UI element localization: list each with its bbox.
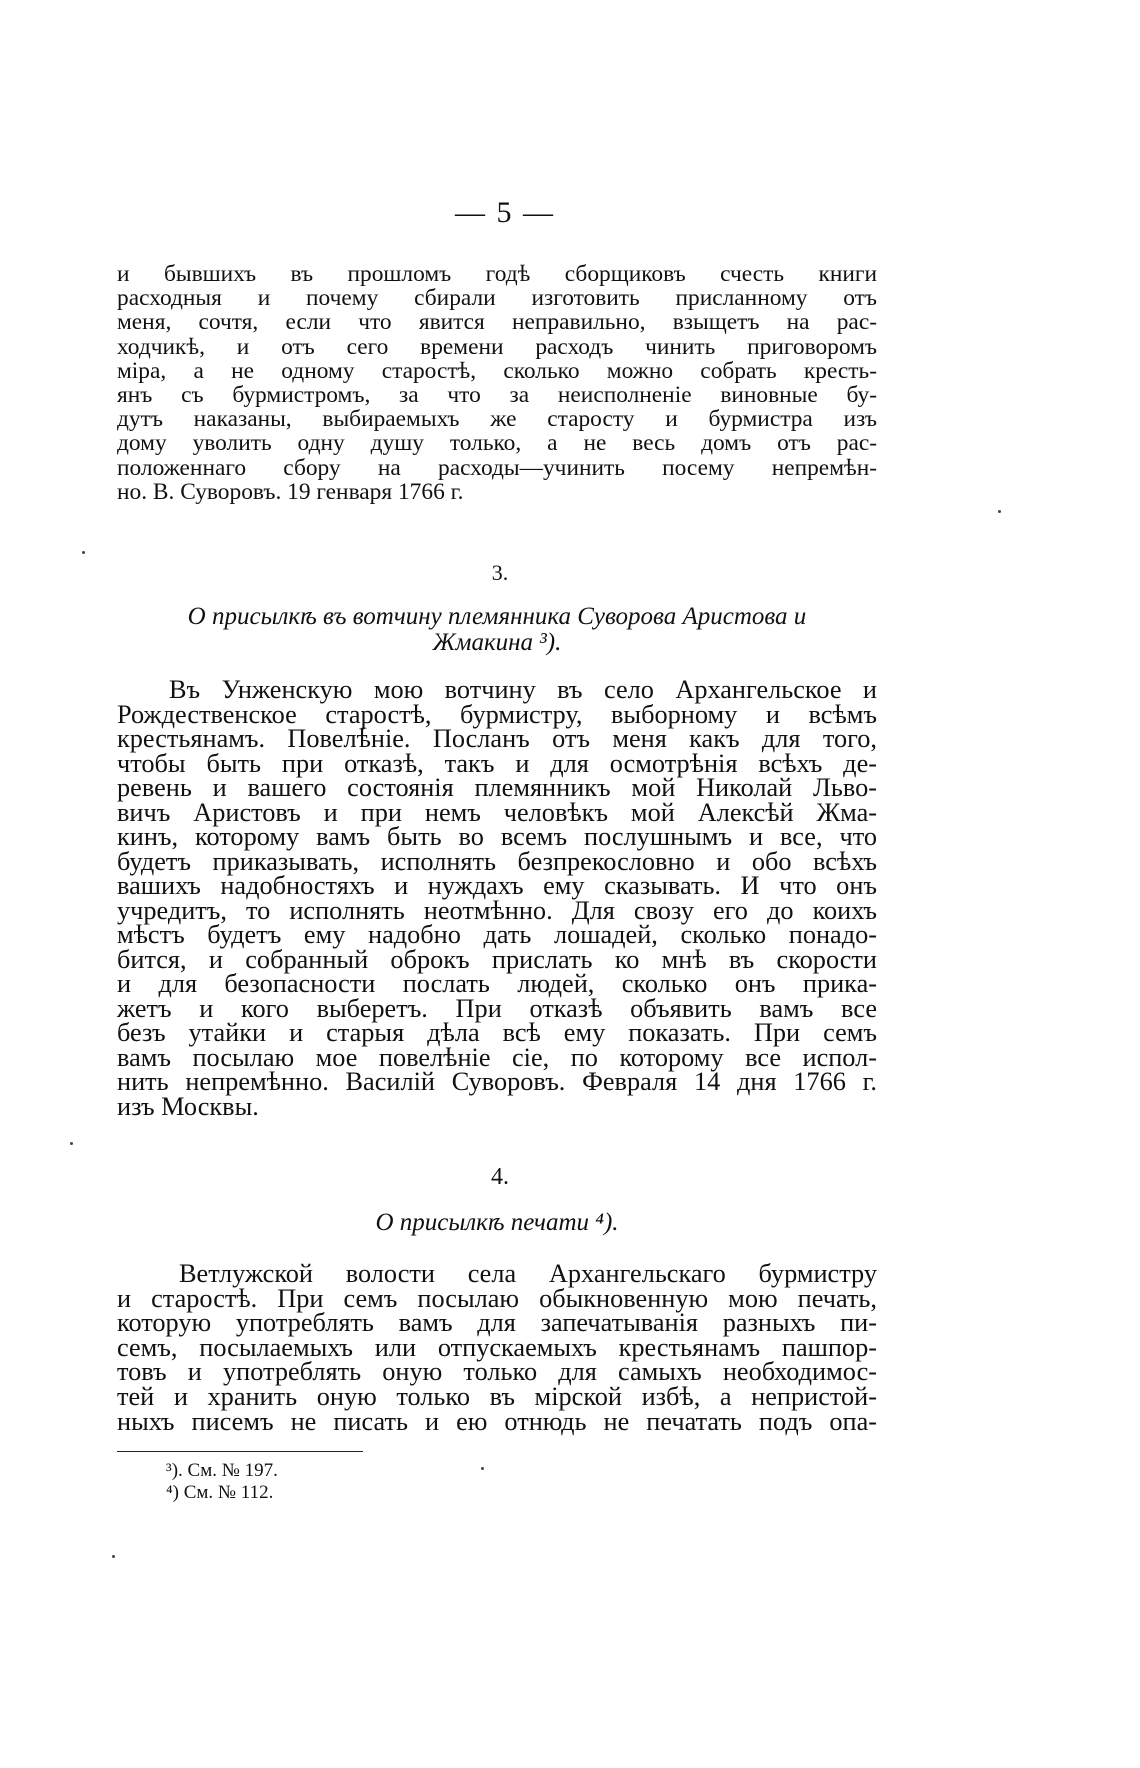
section-3-body bbox=[117, 675, 877, 1121]
text-line: расходныя и почему сбирали изготовить присланному отъ bbox=[117, 285, 877, 312]
text-line: ныхъ писемъ не писать и ею отнюдь не печатать подъ опа- bbox=[117, 1406, 877, 1436]
text-line: положеннаго сбору на расходы—учинить посему непремѣн- bbox=[117, 454, 877, 481]
section-title-line: О присылкѣ въ вотчину племянника Суворова Аристова и bbox=[187, 603, 807, 630]
text-line: и для безопасности послать людей, сколько онъ прика- bbox=[117, 969, 877, 998]
text-line: тей и хранить оную только въ мірской избѣ, а непристой- bbox=[117, 1381, 877, 1411]
footnote: ³). См. № 197. bbox=[166, 1460, 278, 1481]
text-line: изъ Москвы. bbox=[117, 1091, 259, 1121]
section-number: 4. bbox=[491, 1164, 509, 1190]
text-line: вамъ посылаю мое повелѣніе сіе, по которому все испол- bbox=[117, 1042, 877, 1072]
text-line: меня, сочтя, если что явится неправильно, взыщетъ на рас- bbox=[117, 309, 877, 336]
section-title bbox=[117, 604, 877, 656]
text-line: которую употреблять вамъ для запечатыванія разныхъ пи- bbox=[117, 1308, 877, 1338]
text-line: и бывшихъ въ прошломъ годѣ сборщиковъ счесть книги bbox=[117, 261, 877, 287]
text-line: учредитъ, то исполнять неотмѣнно. Для свозу его до коихъ bbox=[117, 895, 877, 925]
section-number: 3. bbox=[491, 560, 509, 585]
text-line: бится, и собранный оброкъ прислать ко мнѣ въ скорости bbox=[117, 944, 877, 974]
text-line: безъ утайки и старыя дѣла всѣ ему показать. При семъ bbox=[117, 1018, 877, 1047]
text-line: вашихъ надобностяхъ и нуждахъ ему сказывать. И что онъ bbox=[117, 871, 877, 900]
text-line: янъ съ бурмистромъ, за что за неисполненіе виновные бу- bbox=[117, 382, 877, 409]
scan-speck bbox=[82, 551, 85, 554]
paragraph-continuation bbox=[117, 262, 877, 504]
text-line: и старостѣ. При семъ посылаю обыкновенную мою печать, bbox=[117, 1283, 877, 1313]
text-line: жетъ и кого выберетъ. При отказѣ объявить вамъ все bbox=[117, 993, 877, 1023]
text-line: кинъ, которому вамъ быть во всемъ послушнымъ и все, что bbox=[117, 822, 877, 851]
text-line: будетъ приказывать, исполнять безпрекословно и обо всѣхъ bbox=[117, 846, 877, 876]
text-line: дутъ наказаны, выбираемыхъ же старосту и бурмистра изъ bbox=[117, 406, 877, 433]
section-4-body bbox=[117, 1259, 877, 1436]
text-line: вичъ Аристовъ и при немъ человѣкъ мой Алексѣй Жма- bbox=[117, 797, 877, 827]
scan-speck bbox=[481, 1467, 484, 1470]
text-line: мѣстъ будетъ ему надобно дать лошадей, сколько понадо- bbox=[117, 920, 877, 949]
page-number: — 5 — bbox=[455, 196, 555, 229]
section-title-line: Жмакина ³). bbox=[432, 629, 562, 656]
text-line: нить непремѣнно. Василій Суворовъ. Февраля 14 дня 1766 г. bbox=[117, 1067, 877, 1096]
text-line: Рождественское старостѣ, бурмистру, выборному и всѣмъ bbox=[117, 699, 877, 729]
text-line: Ветлужской волости села Архангельскаго бурмистру bbox=[179, 1259, 877, 1288]
text-line: но. В. Суворовъ. 19 генваря 1766 г. bbox=[117, 478, 464, 505]
text-line: дому уволить одну душу только, а не весь домъ отъ рас- bbox=[117, 430, 877, 457]
section-title: О присылкѣ печати ⁴). bbox=[375, 1209, 619, 1236]
text-line: Въ Унженскую мою вотчину въ село Архангельское и bbox=[169, 675, 877, 704]
text-line: крестьянамъ. Повелѣніе. Посланъ отъ меня какъ для того, bbox=[117, 724, 877, 753]
footnote: ⁴) См. № 112. bbox=[166, 1482, 274, 1503]
text-line: товъ и употреблять оную только для самыхъ необходимос- bbox=[117, 1357, 877, 1387]
scan-speck bbox=[112, 1555, 115, 1558]
scan-speck bbox=[70, 1142, 73, 1145]
text-line: чтобы быть при отказѣ, такъ и для осмотрѣнія всѣхъ де- bbox=[117, 748, 877, 778]
text-line: семъ, посылаемыхъ или отпускаемыхъ крестьянамъ пашпор- bbox=[117, 1332, 877, 1362]
scan-speck bbox=[998, 510, 1001, 513]
footnote-divider bbox=[117, 1451, 363, 1452]
footnotes bbox=[166, 1460, 278, 1504]
text-line: ревень и вашего состоянія племянникъ мой Николай Льво- bbox=[117, 773, 877, 802]
text-line: міра, а не одному старостѣ, сколько можно собрать кресть- bbox=[117, 357, 877, 384]
text-line: ходчикѣ, и отъ сего времени расходъ чинить приговоромъ bbox=[117, 333, 877, 360]
